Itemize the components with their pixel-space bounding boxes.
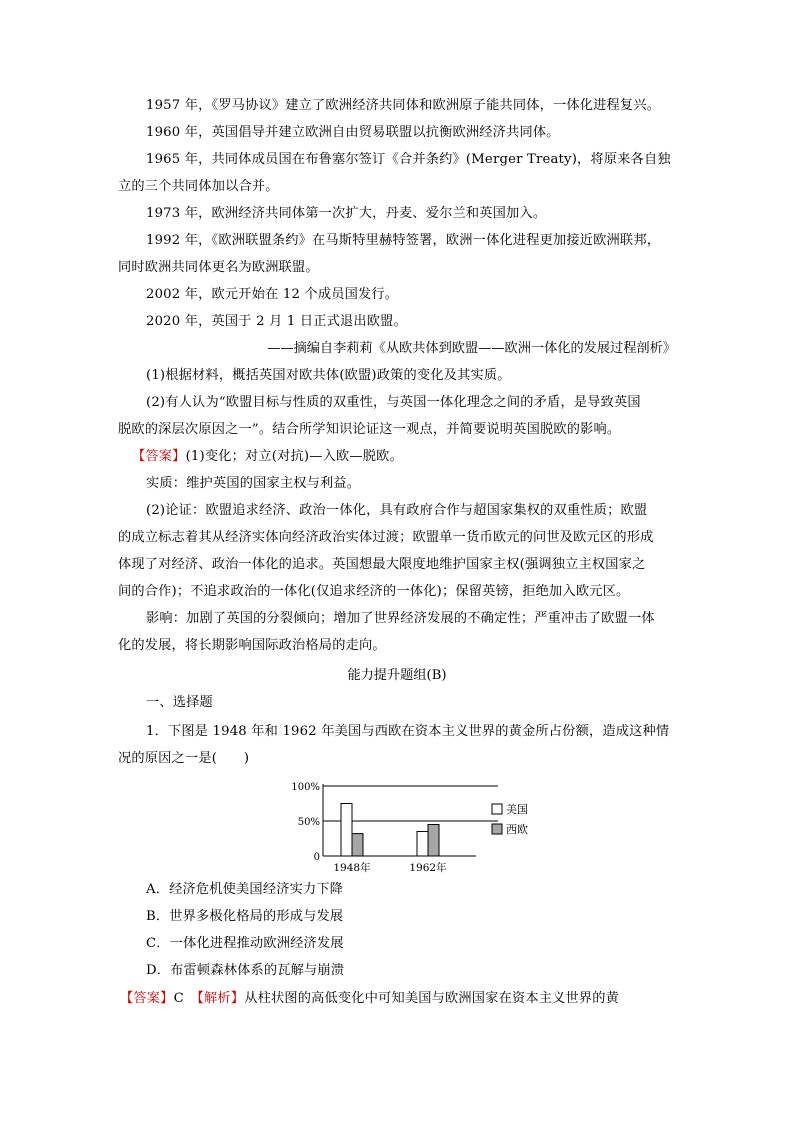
mcq-answer-tag: 【答案】 — [120, 991, 174, 1006]
x-tick-label: 1962年 — [409, 862, 447, 874]
mcq-stem-line-1: 1．下图是 1948 年和 1962 年美国与西欧在资本主义世界的黄金所占份额，造成这种情 — [146, 724, 670, 739]
legend-swatch-西欧 — [492, 824, 502, 834]
bar-西欧-1962年 — [428, 825, 439, 857]
answer-line-5: 体现了对经济、政治一体化的追求。英国想最大限度地维护国家主权(强调独立主权国家之 — [118, 557, 646, 572]
bar-美国-1948年 — [341, 804, 352, 857]
section-subtitle: 一、选择题 — [146, 695, 213, 710]
y-tick-label: 50% — [297, 817, 320, 828]
mcq-stem-line-2: 况的原因之一是( ) — [118, 751, 250, 766]
answer-line-7: 影响：加剧了英国的分裂倾向；增加了世界经济发展的不确定性；严重冲击了欧盟一体 — [146, 611, 655, 626]
material-line-1992: 1992 年，《欧洲联盟条约》在马斯特里赫特签署，欧洲一体化进程更加接近欧洲联邦， — [146, 233, 661, 248]
bar-美国-1962年 — [417, 832, 428, 857]
gold-share-chart — [280, 772, 560, 874]
option-c: C．一体化进程推动欧洲经济发展 — [146, 936, 344, 951]
answer-line-6: 间的合作)；不追求政治的一体化(仅追求经济的一体化)；保留英镑，拒绝加入欧元区。 — [118, 584, 630, 599]
question-2-line-2: 脱欧的深层次原因之一”。结合所学知识论证这一观点，并简要说明英国脱欧的影响。 — [118, 422, 621, 437]
x-tick-label: 1948年 — [333, 862, 371, 874]
material-line-1992-cont: 同时欧洲共同体更名为欧洲联盟。 — [118, 260, 319, 275]
material-line-2002: 2002 年，欧元开始在 12 个成员国发行。 — [146, 287, 399, 302]
legend-swatch-美国 — [492, 804, 502, 814]
question-1: (1)根据材料，概括英国对欧共体(欧盟)政策的变化及其实质。 — [146, 368, 511, 383]
mcq-answer-value: C — [173, 991, 184, 1006]
material-source: ——摘编自李莉莉《从欧共体到欧盟——欧洲一体化的发展过程剖析》 — [267, 341, 676, 356]
answer-line-3: (2)论证：欧盟追求经济、政治一体化，具有政府合作与超国家集权的双重性质；欧盟 — [146, 503, 648, 518]
material-line-1960: 1960 年，英国倡导并建立欧洲自由贸易联盟以抗衡欧洲经济共同体。 — [146, 125, 560, 140]
option-d: D．布雷顿森林体系的瓦解与崩溃 — [146, 963, 345, 978]
material-line-1965: 1965 年，共同体成员国在布鲁塞尔签订《合并条约》(Merger Treaty)，将原来各自独 — [146, 152, 671, 167]
mcq-answer-line — [120, 990, 680, 1008]
legend-label-美国: 美国 — [506, 803, 528, 816]
answer-line-1: 【答案】(1)变化；对立(对抗)—入欧—脱欧。 — [132, 449, 403, 464]
option-a: A．经济危机使美国经济实力下降 — [146, 882, 344, 897]
legend-label-西欧: 西欧 — [506, 823, 528, 836]
mcq-analysis-tag: 【解析】 — [197, 991, 245, 1006]
material-line-1965-cont: 立的三个共同体加以合并。 — [118, 179, 279, 194]
answer-line-2: 实质：维护英国的国家主权与利益。 — [146, 476, 361, 491]
material-line-2020: 2020 年，英国于 2 月 1 日正式退出欧盟。 — [146, 314, 407, 329]
answer-line-8: 化的发展，将长期影响国际政治格局的走向。 — [118, 638, 386, 653]
chart-svg — [280, 772, 560, 874]
question-2-line-1: (2)有人认为“欧盟目标与性质的双重性，与英国一体化理念之间的矛盾，是导致英国 — [146, 395, 641, 410]
answer-line-4: 的成立标志着其从经济实体向经济政治实体过渡；欧盟单一货币欧元的问世及欧元区的形成 — [118, 530, 654, 545]
answer-tag: 【答案】 — [132, 449, 186, 464]
y-tick-label: 100% — [291, 782, 320, 793]
bar-西欧-1948年 — [352, 834, 363, 856]
option-b: B．世界多极化格局的形成与发展 — [146, 909, 344, 924]
material-line-1973: 1973 年，欧洲经济共同体第一次扩大，丹麦、爱尔兰和英国加入。 — [146, 206, 547, 221]
material-line-1957: 1957 年，《罗马协议》建立了欧洲经济共同体和欧洲原子能共同体，一体化进程复兴。 — [146, 98, 661, 113]
section-title: 能力提升题组(B) — [347, 668, 447, 683]
y-tick-label: 0 — [313, 852, 320, 863]
mcq-analysis-text: 从柱状图的高低变化中可知美国与欧洲国家在资本主义世界的黄 — [244, 991, 620, 1006]
